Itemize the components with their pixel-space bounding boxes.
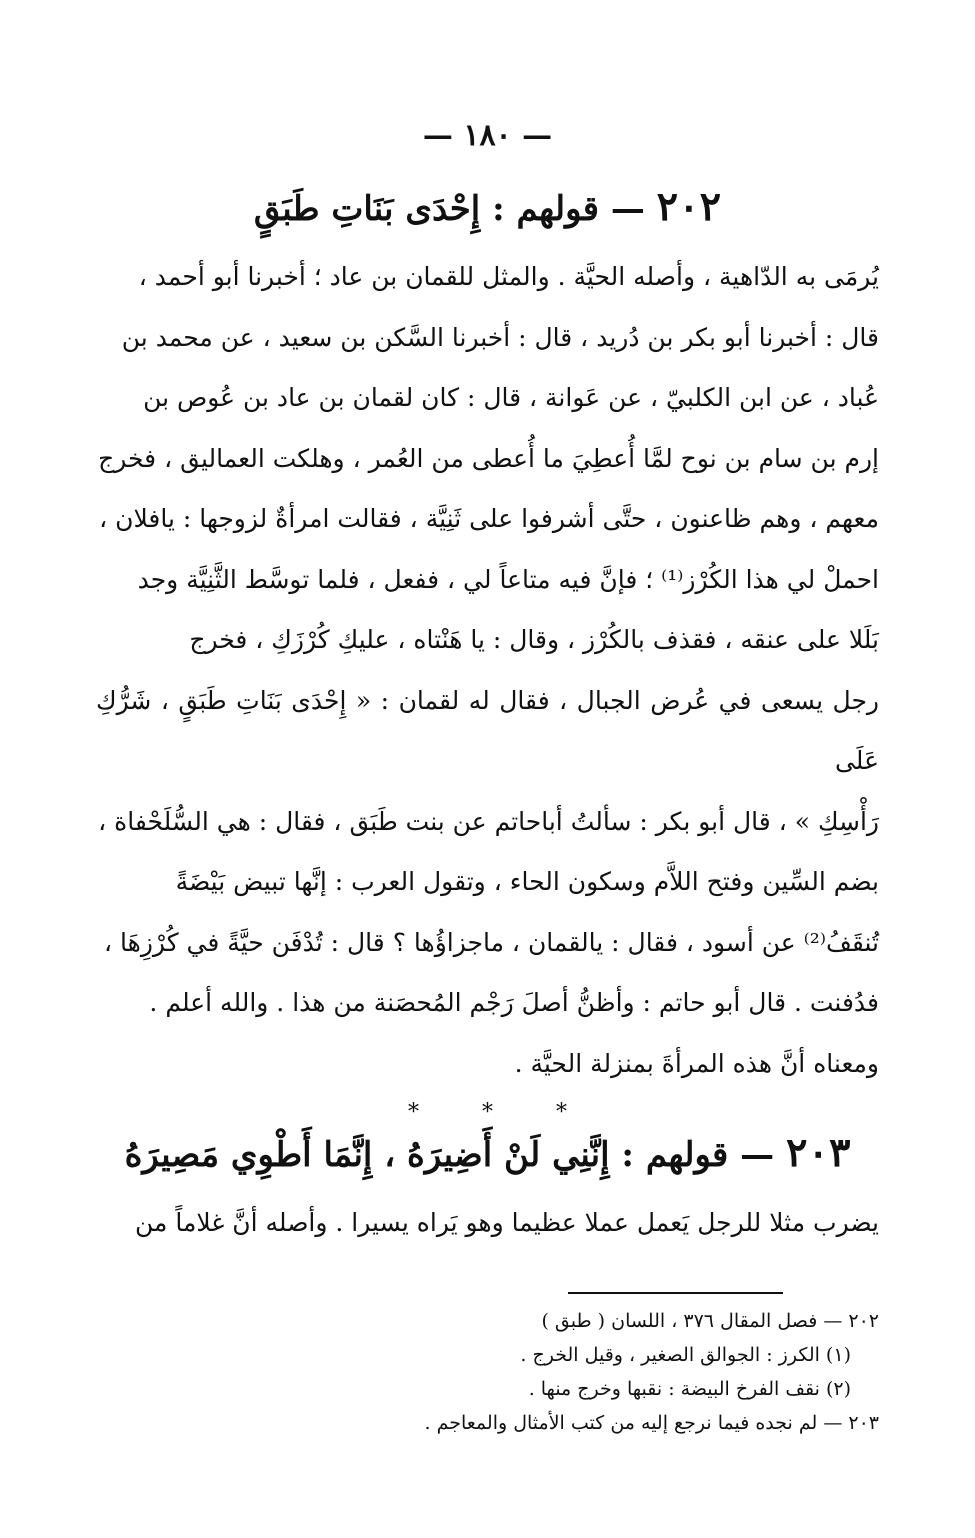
section-dash: —	[740, 1135, 775, 1175]
text-line: بضم السِّين وفتح اللاَّم وسكون الحاء ، وتقول العرب : إنَّها تبيض بَيْضَةً	[175, 867, 879, 896]
section-number: ٢٠٢	[656, 183, 722, 230]
text-line: تُنقَفُ⁽²⁾ عن أسود ، فقال : يالقمان ، ماجزاؤُها ؟ قال : تُدْفَن حيَّةً في كُرْزِهَا ،	[104, 927, 879, 957]
text-line: بَلَلا على عنقه ، فقذف بالكُرْز ، وقال : يا هَنْتاه ، عليكِ كُرْزَكِ ، فخرج	[189, 625, 879, 654]
footnotes	[96, 1304, 879, 1440]
section-number: ٢٠٣	[785, 1129, 851, 1176]
section-title-202	[96, 181, 879, 233]
footnote-203: ٢٠٣ — لم نجده فيما نرجع إليه من كتب الأمثال والمعاجم .	[424, 1411, 879, 1434]
footnote-2: (٢) نقف الفرخ البيضة : نقبها وخرج منها .	[528, 1377, 851, 1400]
text-line: معهم ، وهم ظاعنون ، حتَّى أشرفوا على ثَنِيَّة ، فقالت امرأةٌ لزوجها : يافلان ،	[99, 504, 879, 533]
text-line: رجل يسعى في عُرض الجبال ، فقال له لقمان : « إِحْدَى بَنَاتِ طَبَقٍ ، شَرُّكِ عَلَى	[96, 685, 879, 775]
text-line: ومعناه أنَّ هذه المرأةَ بمنزلة الحيَّة .	[514, 1048, 879, 1078]
section-heading: قولهم : إِنَّنِي لَنْ أَضِيرَهُ ، إِنَّمَا أَطْوِي مَصِيرَهُ	[124, 1135, 729, 1175]
page-number: — ١٨٠ —	[422, 118, 553, 153]
footnote-rule	[568, 1292, 783, 1294]
text-line: يضرب مثلا للرجل يَعمل عملا عظيما وهو يَراه يسيرا . وأصله أنَّ غلاماً من	[134, 1208, 879, 1237]
footnote-1: (١) الكرز : الجوالق الصغير ، وقيل الخرج .	[520, 1343, 851, 1366]
text-line: فدُفنت . قال أبو حاتم : وأظنُّ أصلَ رَجْم المُحصَنة من هذا . والله أعلم .	[149, 988, 879, 1017]
section-body-203	[96, 1193, 879, 1254]
section-separator: * * *	[408, 1100, 595, 1125]
section-title-203	[96, 1127, 879, 1179]
text-line: قال : أخبرنا أبو بكر بن دُريد ، قال : أخبرنا السَّكن بن سعيد ، عن محمد بن	[121, 322, 879, 352]
section-heading: قولهم : إِحْدَى بَنَاتِ طَبَقٍ	[253, 189, 599, 229]
text-line: يُرمَى به الدّاهية ، وأصله الحيَّة . والمثل للقمان بن عاد ؛ أخبرنا أبو أحمد ،	[138, 262, 879, 291]
footnote-202: ٢٠٢ — فصل المقال ٣٧٦ ، اللسان ( طبق )	[541, 1309, 879, 1332]
section-dash: —	[610, 189, 645, 229]
text-line: احملْ لي هذا الكُرْز⁽¹⁾ ؛ فإنَّ فيه متاعاً لي ، ففعل ، فلما توسَّط الثَّنِيَّة وجد	[137, 564, 879, 594]
section-body-202	[96, 247, 879, 1094]
text-line: إرم بن سام بن نوح لمَّا أُعطِيَ ما أُعطى من العُمر ، وهلكت العماليق ، فخرج	[98, 443, 879, 473]
text-line: رَأْسِكِ » ، قال أبو بكر : سألتُ أباحاتم عن بنت طَبَق ، فقال : هي السُّلَحْفاة ،	[98, 806, 879, 836]
text-line: عُباد ، عن ابن الكلبيّ ، عن عَوانة ، قال : كان لقمان بن عاد بن عُوص بن	[143, 383, 879, 412]
